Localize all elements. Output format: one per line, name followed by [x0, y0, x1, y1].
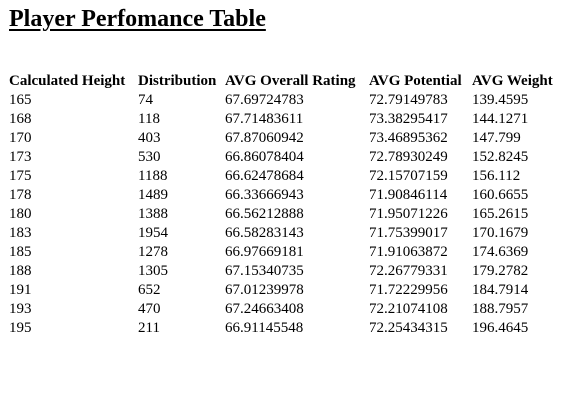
- cell-avg-overall-rating: 67.87060942: [225, 130, 304, 146]
- cell-distribution: 403: [138, 130, 161, 146]
- cell-avg-potential: 71.95071226: [369, 206, 448, 222]
- cell-avg-overall-rating: 66.33666943: [225, 187, 304, 203]
- cell-avg-potential: 72.25434315: [369, 320, 448, 336]
- cell-distribution: 652: [138, 282, 161, 298]
- table-row: [9, 91, 560, 110]
- cell-distribution: 118: [138, 111, 160, 127]
- cell-avg-weight: 147.799: [472, 130, 521, 146]
- cell-avg-overall-rating: 67.71483611: [225, 111, 304, 127]
- cell-avg-overall-rating: 67.24663408: [225, 301, 304, 317]
- cell-avg-potential: 71.91063872: [369, 244, 448, 260]
- cell-distribution: 1388: [138, 206, 168, 222]
- table-row: [9, 186, 560, 205]
- cell-calculated-height: 183: [9, 225, 32, 241]
- cell-calculated-height: 185: [9, 244, 32, 260]
- table-row: [9, 129, 560, 148]
- cell-avg-weight: 139.4595: [472, 92, 529, 108]
- table-row: [9, 224, 560, 243]
- cell-avg-potential: 72.21074108: [369, 301, 448, 317]
- cell-calculated-height: 168: [9, 111, 32, 127]
- column-header-avg-potential: AVG Potential: [369, 73, 462, 89]
- cell-avg-weight: 188.7957: [472, 301, 529, 317]
- cell-distribution: 530: [138, 149, 161, 165]
- cell-avg-weight: 184.7914: [472, 282, 529, 298]
- cell-distribution: 1305: [138, 263, 168, 279]
- table-header: [9, 72, 560, 91]
- cell-calculated-height: 165: [9, 92, 32, 108]
- cell-avg-potential: 71.75399017: [369, 225, 448, 241]
- cell-avg-overall-rating: 66.86078404: [225, 149, 304, 165]
- cell-avg-overall-rating: 66.97669181: [225, 244, 304, 260]
- cell-calculated-height: 178: [9, 187, 32, 203]
- table-row: [9, 110, 560, 129]
- cell-avg-potential: 71.72229956: [369, 282, 448, 298]
- cell-avg-overall-rating: 67.69724783: [225, 92, 304, 108]
- cell-avg-potential: 72.26779331: [369, 263, 448, 279]
- cell-avg-overall-rating: 66.58283143: [225, 225, 304, 241]
- page-title: Player Perfomance Table: [9, 6, 266, 32]
- cell-calculated-height: 195: [9, 320, 32, 336]
- cell-avg-weight: 174.6369: [472, 244, 529, 260]
- table-row: [9, 205, 560, 224]
- column-header-avg-weight: AVG Weight: [472, 73, 553, 89]
- table-row: [9, 243, 560, 262]
- cell-avg-weight: 160.6655: [472, 187, 529, 203]
- cell-calculated-height: 175: [9, 168, 32, 184]
- cell-avg-weight: 152.8245: [472, 149, 529, 165]
- cell-avg-overall-rating: 67.15340735: [225, 263, 304, 279]
- cell-distribution: 1954: [138, 225, 168, 241]
- cell-avg-weight: 156.112: [472, 168, 521, 184]
- cell-avg-potential: 73.46895362: [369, 130, 448, 146]
- cell-distribution: 74: [138, 92, 153, 108]
- cell-distribution: 1489: [138, 187, 168, 203]
- cell-calculated-height: 180: [9, 206, 32, 222]
- cell-calculated-height: 173: [9, 149, 32, 165]
- cell-avg-overall-rating: 66.91145548: [225, 320, 304, 336]
- cell-avg-weight: 165.2615: [472, 206, 529, 222]
- cell-distribution: 1278: [138, 244, 168, 260]
- table-row: [9, 281, 560, 300]
- column-header-distribution: Distribution: [138, 73, 217, 89]
- cell-avg-potential: 72.79149783: [369, 92, 448, 108]
- cell-avg-overall-rating: 66.56212888: [225, 206, 304, 222]
- table-header-row: [9, 72, 560, 91]
- cell-avg-weight: 196.4645: [472, 320, 529, 336]
- column-header-calculated-height: Calculated Height: [9, 73, 126, 89]
- cell-avg-potential: 72.78930249: [369, 149, 448, 165]
- table-row: [9, 319, 560, 338]
- cell-avg-overall-rating: 66.62478684: [225, 168, 304, 184]
- cell-avg-potential: 71.90846114: [369, 187, 448, 203]
- cell-avg-weight: 179.2782: [472, 263, 529, 279]
- cell-avg-potential: 73.38295417: [369, 111, 448, 127]
- table-row: [9, 300, 560, 319]
- cell-avg-overall-rating: 67.01239978: [225, 282, 304, 298]
- table-row: [9, 148, 560, 167]
- table-body: [9, 91, 560, 338]
- cell-avg-potential: 72.15707159: [369, 168, 448, 184]
- cell-avg-weight: 144.1271: [472, 111, 529, 127]
- cell-calculated-height: 170: [9, 130, 32, 146]
- cell-calculated-height: 193: [9, 301, 32, 317]
- player-performance-table: [9, 72, 560, 338]
- cell-avg-weight: 170.1679: [472, 225, 529, 241]
- column-header-avg-overall-rating: AVG Overall Rating: [225, 73, 356, 89]
- table-row: [9, 262, 560, 281]
- cell-calculated-height: 191: [9, 282, 32, 298]
- cell-distribution: 1188: [138, 168, 168, 184]
- table-row: [9, 167, 560, 186]
- cell-distribution: 211: [138, 320, 160, 336]
- cell-calculated-height: 188: [9, 263, 32, 279]
- cell-distribution: 470: [138, 301, 161, 317]
